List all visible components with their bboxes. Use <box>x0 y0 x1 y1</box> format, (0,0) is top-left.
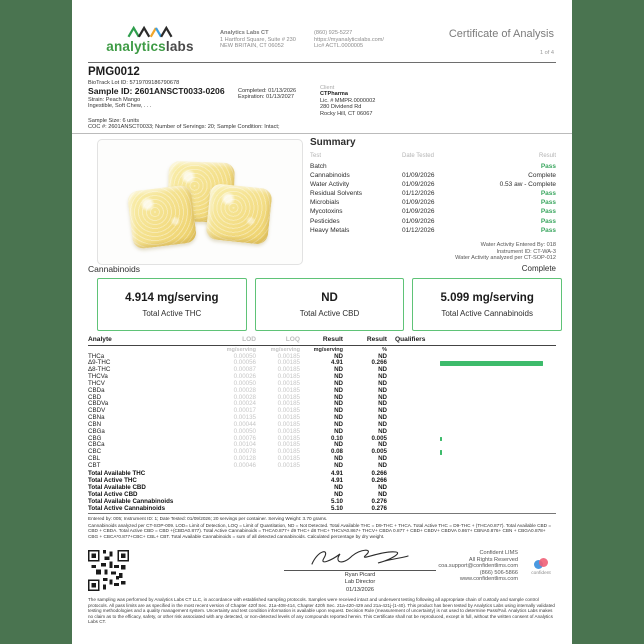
lims-phone: (866) 506-5866 <box>479 569 518 576</box>
lab-phone: (860) 925-5227 <box>314 30 353 36</box>
analyte-row: CBDa 0.00028 0.00185 ND ND <box>88 386 387 394</box>
summary-col-date: Date Tested <box>402 153 434 159</box>
analyte-table-units <box>88 346 556 354</box>
col-result-pct: Result <box>366 336 387 343</box>
analyte-row: CBNa 0.00135 0.00185 ND ND <box>88 414 387 422</box>
analyte-table-header <box>88 336 556 346</box>
signature-block <box>284 548 436 593</box>
footnote-block <box>88 516 556 540</box>
signature-scribble <box>304 546 414 572</box>
summary-row: Pesticides 01/09/2026 Pass <box>310 217 556 225</box>
cannabinoids-status: Complete <box>521 264 556 273</box>
confident-logo <box>528 558 554 576</box>
unit-pct: % <box>382 346 387 353</box>
summary-row: Residual Solvents 01/12/2026 Pass <box>310 190 556 198</box>
analyte-row: CBDV 0.00017 0.00185 ND ND <box>88 407 387 415</box>
lims-credit-block <box>438 550 518 583</box>
summary-section <box>310 137 556 235</box>
confident-logo-text: confident <box>531 571 551 576</box>
analyte-total-row: Total Active Cannabinoids 5.10 0.276 <box>88 505 387 513</box>
summary-row: Microbials 01/09/2026 Pass <box>310 199 556 207</box>
result-bar <box>440 361 543 366</box>
client-label: Client <box>320 85 335 91</box>
analyte-total-row: Total Active CBD ND ND <box>88 491 387 499</box>
analyte-row: CBG 0.00076 0.00185 0.10 0.005 <box>88 436 556 443</box>
summary-col-test: Test <box>310 153 322 159</box>
logo-wordmark: analyticslabs <box>106 39 194 54</box>
summary-header <box>310 153 556 162</box>
col-loq: LOQ <box>285 336 300 343</box>
gummy-right <box>205 183 273 245</box>
signer-role: Lab Director <box>344 579 376 586</box>
completed-date: Completed: 01/13/2026 <box>238 88 297 94</box>
analyte-row: THCa 0.00050 0.00185 ND ND <box>88 352 387 360</box>
water-entered-by: Water Activity Entered By: 018 <box>480 242 556 248</box>
sample-code: PMG0012 <box>88 66 140 78</box>
lab-website-link[interactable]: https://myanalyticslabs.com/ <box>314 36 384 43</box>
total-active-thc-value: 4.914 mg/serving <box>125 291 219 304</box>
summary-row: Heavy Metals 01/12/2026 Pass <box>310 226 556 234</box>
summary-title: Summary <box>310 137 356 148</box>
mountain-zigzag-icon <box>127 24 173 40</box>
col-lod: LOD <box>242 336 256 343</box>
product-type: Ingestible, Soft Chew, . . . <box>88 103 152 109</box>
signature-date: 01/13/2026 <box>346 586 374 593</box>
legal-disclaimer: The sampling was performed by Analytics Labs CT LLC, in accordance with established sampling protocols. Samples were received intact and underwent testing following all appropriate chain of custody and sample control protocols. All pass limits are as specified in the most recent version of Chapter 420f Sec. 21a-408-414, Chapter 420h Sec. 21a-420-429 and 21a-421j-(1-40). This product has been tested by Analytics Labs using internally validated testing methodologies and a quality management system. Uncertainty and test condition information is available upon request. Decision Rule (measurement of uncertainty) is not used to determine Pass/Fail. Analytics Labs makes no claim as to the efficacy, safety, or other risk associated with any detected, or non-detected levels of any compounds reported herein. This Certificate shall not be reproduced, except in full, without the written consent of Analytics Labs CT. <box>88 597 555 625</box>
summary-col-result: Result <box>538 153 556 159</box>
strain: Strain: Peach Mango <box>88 97 141 103</box>
total-active-cannabinoids-box <box>412 278 562 331</box>
summary-row: Batch Pass <box>310 163 556 170</box>
summary-rows <box>310 162 556 235</box>
table-bottom-rule <box>88 513 556 514</box>
total-active-cannabinoids-value: 5.099 mg/serving <box>440 291 534 304</box>
col-analyte: Analyte <box>88 336 112 343</box>
total-active-cbd-value: ND <box>321 291 338 304</box>
analyte-row: CBDVa 0.00024 0.00185 ND ND <box>88 400 387 408</box>
analyte-total-row: Total Available Cannabinoids 5.10 0.276 <box>88 498 387 506</box>
footnote-methodology: Cannabinoids analyzed per CT-SOP-009. LOD= Limit of Detection, LOQ = Limit of Quantitation, ND = Not Detected. Total Available THC = D9-THC + THCA. Total Active THC = D9-THC + (THCA0.877). Total Available CBD = CBD + CBDA. Total Active CBD = CBD +(CBDA0.877). Total Active Cannabinoids = THCA0.877+ d9 THC+ d8 THC+ THCVA0.867+ THCV+ CBDA 0.877 + CBD+ CBDV+ CBDVA 0.867+ CBNA0.876+ CBN + CBGA0.878+ CBG + CBCA*0.877+CBC+ CBL+ CBT. Total Available Cannabinoids = sum of all detected cannabinoids. Calculated percentage by dry weight. <box>88 522 552 540</box>
result-bar <box>440 437 442 442</box>
client-address1: 280 Dividend Rd <box>320 104 362 111</box>
unit-lod: mg/serving <box>226 346 256 353</box>
lab-address-line2: NEW BRITAIN, CT 06052 <box>220 43 284 50</box>
section-divider <box>72 133 572 134</box>
product-photo <box>97 139 303 265</box>
footnote-entered-by: Entered by: 005; Instrument ID: 1; Date Tested: 01/09/2026; 20 servings per container. Serving Weight: 3.70 grams. <box>88 516 328 521</box>
sample-size: Sample Size: 6 units <box>88 118 139 124</box>
analyte-row: Δ8-THC 0.00087 0.00185 ND ND <box>88 366 387 374</box>
water-instrument-id: Instrument ID: CT-WA-3 <box>496 248 556 255</box>
lims-site-link[interactable]: www.confidentlims.com <box>459 576 518 583</box>
unit-loq: mg/serving <box>270 346 300 353</box>
col-result: Result <box>322 336 343 343</box>
client-license: Lic. # MMPR.0000002 <box>320 97 376 104</box>
cannabinoid-total-boxes <box>97 278 562 331</box>
col-qualifiers: Qualifiers <box>395 336 426 343</box>
analyte-total-row: Total Available THC 4.91 0.266 <box>88 469 387 477</box>
total-active-thc-label: Total Active THC <box>142 308 202 318</box>
dates-block <box>238 88 296 101</box>
lab-name: Analytics Labs CT <box>220 30 269 36</box>
certificate-title: Certificate of Analysis <box>448 28 554 40</box>
analyte-row: Δ9-THC 0.00056 0.00185 4.91 0.266 <box>88 360 556 367</box>
summary-row: Water Activity 01/09/2026 0.53 aw - Complete <box>310 181 556 189</box>
analyte-row: THCV 0.00050 0.00185 ND ND <box>88 379 387 387</box>
lab-address-block <box>220 30 296 50</box>
lims-name: Confident LIMS <box>479 550 518 556</box>
total-active-cbd-label: Total Active CBD <box>299 308 360 318</box>
summary-row: Mycotoxins 01/09/2026 Pass <box>310 208 556 216</box>
total-active-thc-box <box>97 278 247 331</box>
lab-address-line1: 1 Hartford Square, Suite # 230 <box>220 36 296 43</box>
analyte-row: CBD 0.00028 0.00185 ND ND <box>88 393 387 401</box>
signer-name: Ryan Picard <box>344 572 376 578</box>
cannabinoids-section-label: Cannabinoids <box>88 264 140 274</box>
page-number: 1 of 4 <box>540 50 554 56</box>
analyte-total-row: Total Active THC 4.91 0.266 <box>88 476 387 484</box>
analyte-total-row: Total Available CBD ND ND <box>88 484 387 492</box>
biotrack-lot-id: BioTrack Lot ID: 5719709186790678 <box>88 80 180 86</box>
coc-line: COC #: 2601ANSCT0033; Number of Servings: 20; Sample Condition: Intact; <box>88 124 280 130</box>
client-name: CTPharma <box>320 91 348 98</box>
water-activity-notes <box>455 242 556 262</box>
analyte-table <box>88 336 556 514</box>
analyte-row: THCVa 0.00026 0.00185 ND ND <box>88 373 387 381</box>
certificate-document <box>72 0 572 644</box>
expiration-date: Expiration: 01/13/2027 <box>238 94 294 101</box>
total-active-cbd-box <box>255 278 405 331</box>
sample-id: Sample ID: 2601ANSCT0033-0206 <box>88 86 225 96</box>
result-bar <box>440 450 442 455</box>
analyte-row: CBGa 0.00050 0.00185 ND ND <box>88 427 387 435</box>
signature-area <box>88 548 556 594</box>
analyticslabs-logo <box>92 24 208 53</box>
unit-result: mg/serving <box>313 346 343 353</box>
header-divider <box>88 62 556 63</box>
lims-email-link[interactable]: coa.support@confidentlims.com <box>438 563 518 570</box>
gummy-left <box>127 184 198 249</box>
analyte-row: CBC 0.00078 0.00185 0.08 0.005 <box>88 449 556 456</box>
summary-row: Cannabinoids 01/09/2026 Complete <box>310 172 556 180</box>
qr-code <box>88 550 129 591</box>
lab-license: Lic# ACTL.0000005 <box>314 43 364 50</box>
analyte-row: CBCa 0.00104 0.00185 ND ND <box>88 441 387 449</box>
water-sop: Water Activity analyzed per CT-SOP-012 <box>455 255 556 262</box>
lims-rights: All Rights Reserved <box>468 556 518 563</box>
client-block <box>320 85 375 117</box>
total-active-cannabinoids-label: Total Active Cannabinoids <box>441 308 533 318</box>
analyte-rows <box>88 354 556 470</box>
analyte-row: CBT 0.00046 0.00185 ND ND <box>88 462 387 469</box>
analyte-row: CBN 0.00044 0.00185 ND ND <box>88 420 387 428</box>
lab-contact-block <box>314 30 384 50</box>
analyte-row: CBL 0.00128 0.00185 ND ND <box>88 455 387 463</box>
confident-circles-icon <box>534 558 548 570</box>
analyte-total-rows <box>88 470 556 513</box>
client-address2: Rocky Hill, CT 06067 <box>320 110 373 117</box>
